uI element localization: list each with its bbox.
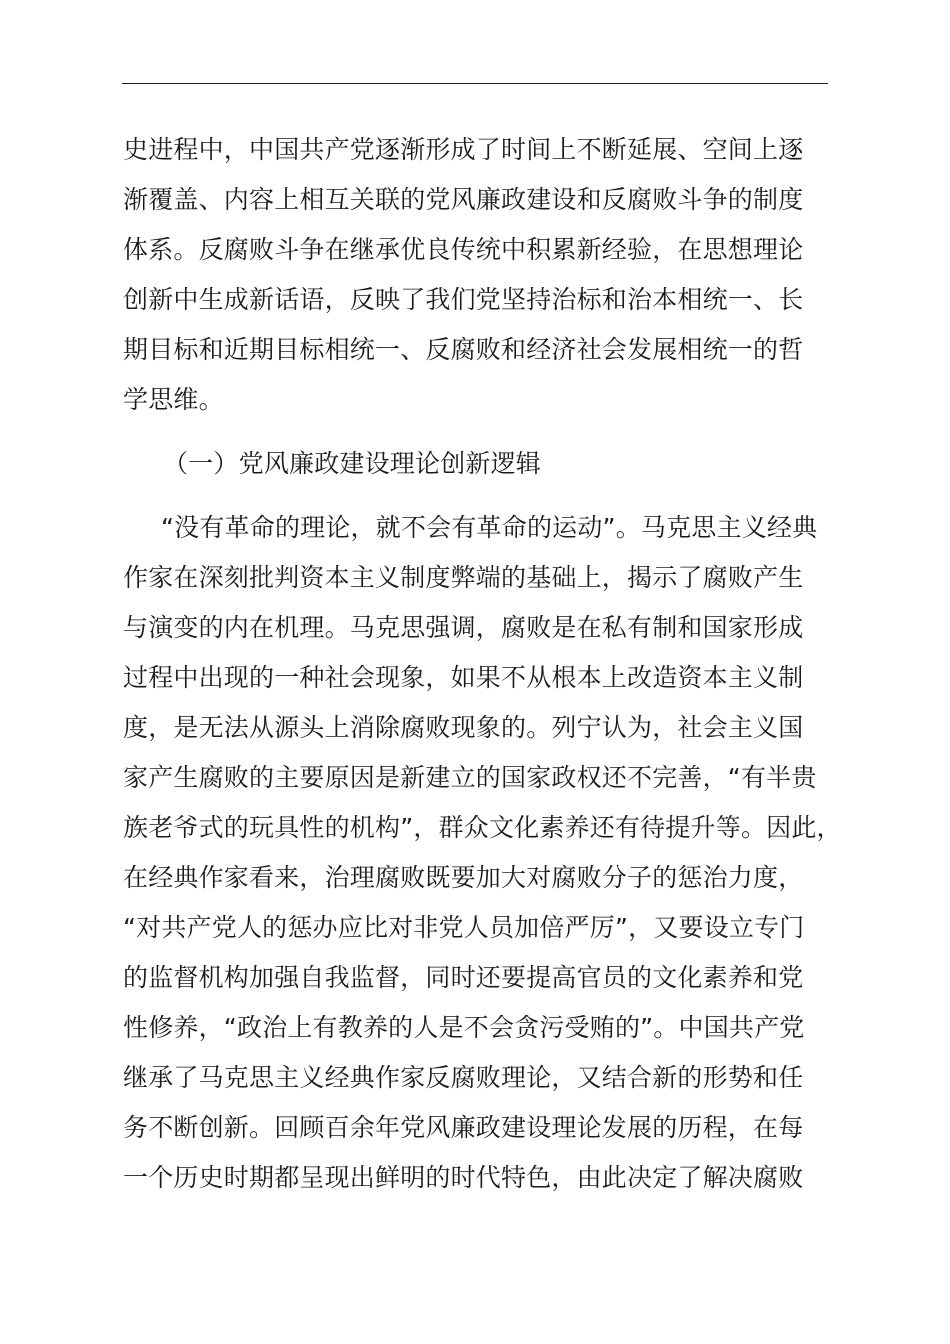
text-line: 在经典作家看来，治理腐败既要加大对腐败分子的惩治力度， — [123, 863, 804, 892]
text-line: 与演变的内在机理。马克思强调，腐败是在私有制和国家形成 — [123, 613, 804, 642]
text-line: 史进程中，中国共产党逐渐形成了时间上不断延展、空间上逐 — [123, 135, 804, 164]
text-line: 期目标和近期目标相统一、反腐败和经济社会发展相统一的哲 — [123, 335, 804, 364]
text-line: 族老爷式的玩具性的机构”，群众文化素养还有待提升等。因此， — [123, 813, 842, 842]
paragraph-2 — [123, 503, 883, 1203]
text-line: “没有革命的理论，就不会有革命的运动”。马克思主义经典 — [161, 513, 818, 542]
text-line: 的监督机构加强自我监督，同时还要提高官员的文化素养和党 — [123, 963, 804, 992]
text-line: 务不断创新。回顾百余年党风廉政建设理论发展的历程，在每 — [123, 1113, 804, 1142]
text-line: 性修养，“政治上有教养的人是不会贪污受贿的”。中国共产党 — [123, 1013, 805, 1042]
section-heading: （一）党风廉政建设理论创新逻辑 — [163, 449, 542, 478]
text-line: 一个历史时期都呈现出鲜明的时代特色，由此决定了解决腐败 — [123, 1163, 804, 1192]
text-line: 过程中出现的一种社会现象，如果不从根本上改造资本主义制 — [123, 663, 804, 692]
text-line: 渐覆盖、内容上相互关联的党风廉政建设和反腐败斗争的制度 — [123, 185, 804, 214]
text-line: 体系。反腐败斗争在继承优良传统中积累新经验，在思想理论 — [123, 235, 804, 264]
text-line: 继承了马克思主义经典作家反腐败理论，又结合新的形势和任 — [123, 1063, 804, 1092]
document-body — [123, 125, 883, 1203]
text-line: 作家在深刻批判资本主义制度弊端的基础上，揭示了腐败产生 — [123, 563, 804, 592]
text-line: “对共产党人的惩办应比对非党人员加倍严厉”，又要设立专门 — [123, 913, 805, 942]
text-line: 学思维。 — [123, 385, 224, 414]
header-rule — [122, 83, 828, 84]
paragraph-1 — [123, 125, 883, 425]
text-line: 家产生腐败的主要原因是新建立的国家政权还不完善，“有半贵 — [123, 763, 817, 792]
text-line: 创新中生成新话语，反映了我们党坚持治标和治本相统一、长 — [123, 285, 804, 314]
text-line: 度，是无法从源头上消除腐败现象的。列宁认为，社会主义国 — [123, 713, 804, 742]
